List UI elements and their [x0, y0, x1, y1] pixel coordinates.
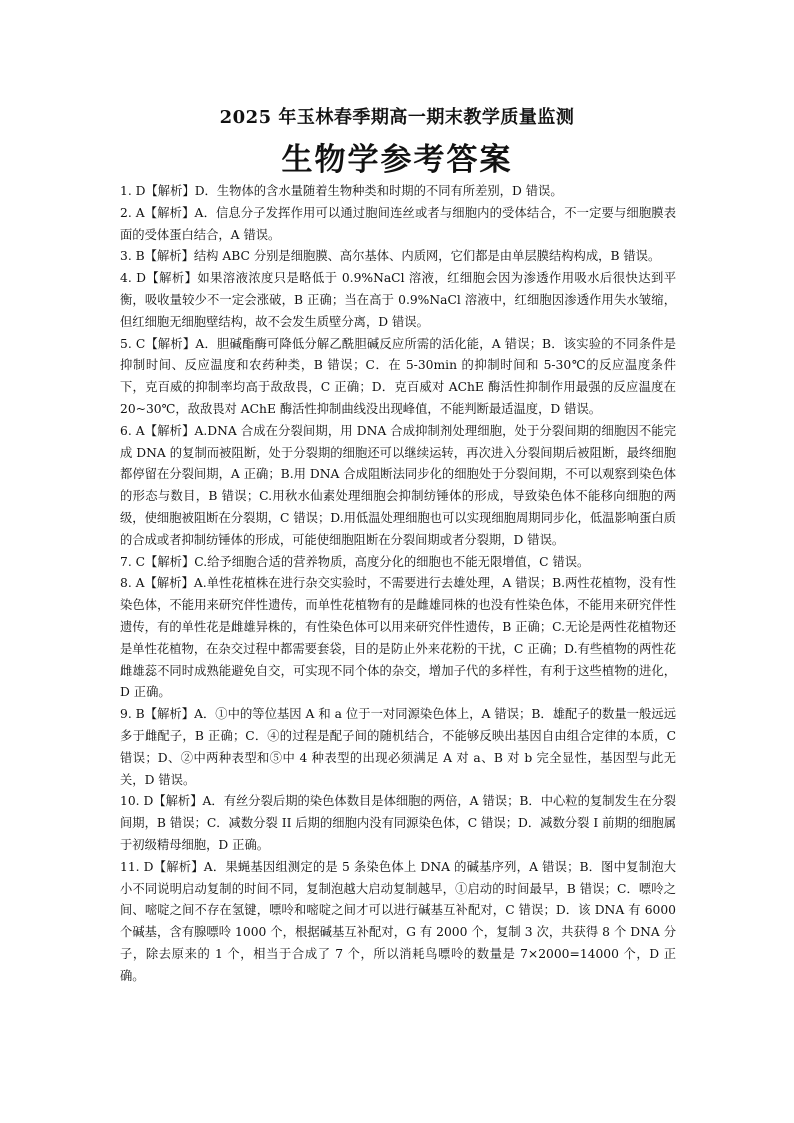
answer-item-5: 5. C【解析】A．胆碱酯酶可降低分解乙酰胆碱反应所需的活化能，A 错误；B．该实验的不同条件是抑制时间、反应温度和农药种类，B 错误；C．在 5-30min 的抑制时间和 5-30℃的反应温度条件下，克百威的抑制率均高于敌敌畏，C 正确；D．克百威对 AChE 酶活性抑制作用最强的反应温度在 20~30℃，敌敌畏对 AChE 酶活性抑制曲线没出现峰值，不能判断最适温度，D 错误。: [120, 336, 676, 416]
answer-item-1: 1. D【解析】D．生物体的含水量随着生物种类和时期的不同有所差别，D 错误。: [120, 184, 563, 198]
answer-item-3: 3. B【解析】结构 ABC 分别是细胞膜、高尔基体、内质网，它们都是由单层膜结构构成，B 错误。: [120, 249, 661, 264]
subject-title: 生物学参考答案: [281, 142, 513, 178]
answer-item-7: 7. C【解析】C.给予细胞合适的营养物质，高度分化的细胞也不能无限增值，C 错误。: [120, 554, 590, 569]
answer-item-9: 9. B【解析】A．①中的等位基因 A 和 a 位于一对同源染色体上，A 错误；B．雄配子的数量一般远远多于雌配子，B 正确；C．④的过程是配子间的随机结合，不能够反映出基因自由组合定律的本质，C 错误；D、②中两种表型和⑤中 4 种表型的出现必须满足 A 对 a、B 对 b 完全显性，基因型与此无关，D 错误。: [120, 707, 676, 787]
answer-item-2: 2. A【解析】A．信息分子发挥作用可以通过胞间连丝或者与细胞内的受体结合，不一定要与细胞膜表面的受体蛋白结合，A 错误。: [120, 205, 676, 242]
answer-item-6: 6. A【解析】A.DNA 合成在分裂间期，用 DNA 合成抑制剂处理细胞，处于分裂间期的细胞因不能完成 DNA 的复制而被阻断，处于分裂期的细胞还可以继续运转，再次进入分裂间期后被阻断，最终细胞都停留在分裂间期，A 正确；B.用 DNA 合成阻断法同步化的细胞处于分裂间期，不可以观察到染色体的形态与数目，B 错误；C.用秋水仙素处理细胞会抑制纺锤体的形成，导致染色体不能移向细胞的两级，使细胞被阻断在分裂期，C 错误；D.用低温处理细胞也可以实现细胞周期同步化，低温影响蛋白质的合成或者抑制纺锤体的形成，可能使细胞阻断在分裂间期或者分裂期，D 错误。: [120, 423, 676, 547]
exam-title: 2025 年玉林春季期高一期末教学质量监测: [219, 107, 575, 128]
answer-list: [120, 181, 676, 987]
answer-item-10: 10. D【解析】A．有丝分裂后期的染色体数目是体细胞的两倍，A 错误；B．中心粒的复制发生在分裂间期，B 错误；C．减数分裂 II 后期的细胞内没有同源染色体，C 错误；D．减数分裂 I 前期的细胞属于初级精母细胞，D 正确。: [120, 794, 676, 852]
answer-item-4: 4. D【解析】如果溶液浓度只是略低于 0.9%NaCl 溶液，红细胞会因为渗透作用吸水后很快达到平衡，吸收量较少不一定会涨破，B 正确；当在高于 0.9%NaCl 溶液中，红细胞因渗透作用失水皱缩，但红细胞无细胞壁结构，故不会发生质壁分离，D 错误。: [120, 271, 676, 329]
answer-item-11: 11. D【解析】A．果蝇基因组测定的是 5 条染色体上 DNA 的碱基序列，A 错误；B．图中复制泡大小不同说明启动复制的时间不同，复制泡越大启动复制越早，①启动的时间最早，B 错误；C．嘌呤之间、嘧啶之间不存在氢键，嘌呤和嘧啶之间才可以进行碱基互补配对，C 错误；D．该 DNA 有 6000 个碱基，含有腺嘌呤 1000 个，根据碱基互补配对，G 有 2000 个，复制 3 次，共获得 8 个 DNA 分子，除去原来的 1 个，相当于合成了 7 个，所以消耗鸟嘌呤的数量是 7×2000=14000 个，D 正确。: [120, 859, 676, 983]
answer-item-8: 8. A【解析】A.单性花植株在进行杂交实验时，不需要进行去雄处理，A 错误；B.两性花植物，没有性染色体，不能用来研究伴性遗传，而单性花植物有的是雌雄同株的也没有性染色体，不能用来研究伴性遗传，有的单性花是雌雄异株的，有性染色体可以用来研究伴性遗传，B 正确；C.无论是两性花植物还是单性花植物，在杂交过程中都需要套袋，目的是防止外来花粉的干扰，C 正确；D.有些植物的两性花雌雄蕊不同时成熟能避免自交，可实现不同个体的杂交，增加子代的多样性，有利于这些植物的进化，D 正确。: [120, 576, 676, 700]
